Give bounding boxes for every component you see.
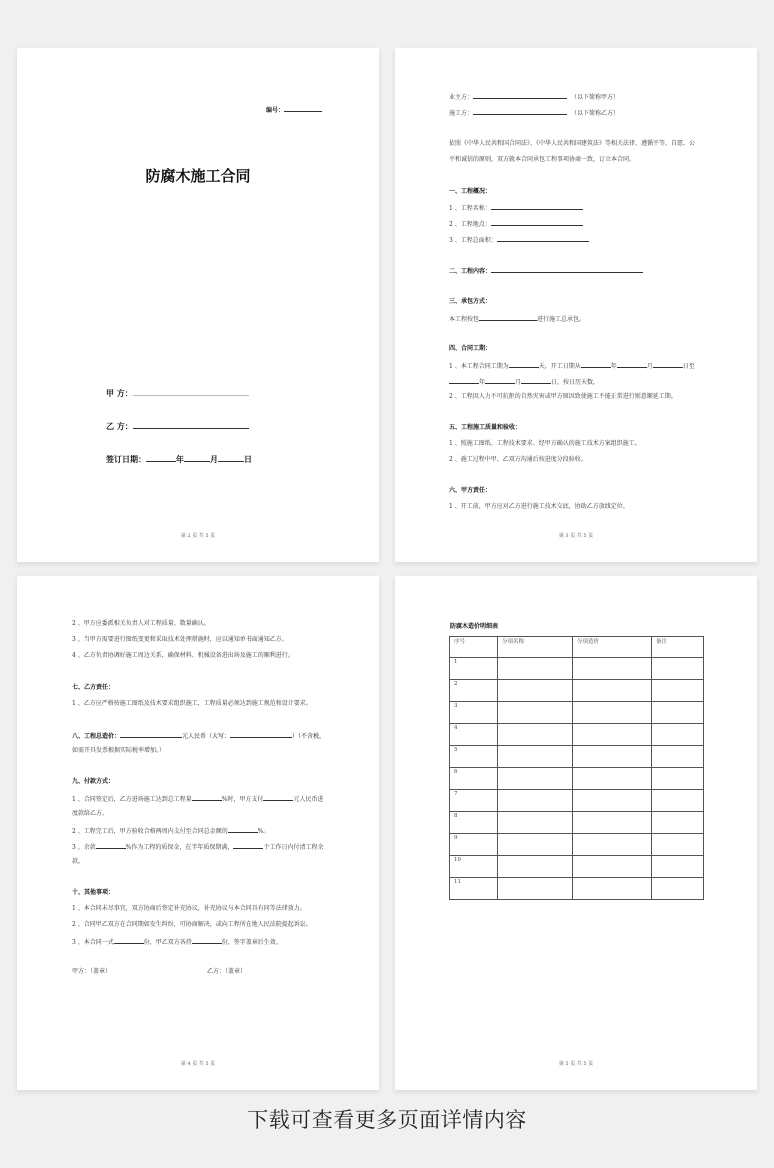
intro-line-2: 平和诚信的原则，双方就本合同承包工程事项协商一致，订立本合同。 [449,156,636,163]
cost-detail-page [395,576,757,1090]
party-a-duty-line-3: 3 、当甲方需要进行图纸变更和采取技术处理措施时，应以通知单书面通知乙方。 [72,636,288,643]
contract-cover-page [17,48,379,562]
party-a-duty-line-2: 2 、甲方应委派相关负责人对工程质量、数量确认。 [72,620,210,627]
section-8-line: 八、工程总造价： 元人民币（大写： ）（不含税， [72,733,326,740]
party-b-line [106,420,249,432]
party-a-seal: 甲方：（盖章） [72,968,112,975]
page-footer: 第 2 页 共 5 页 [180,533,216,539]
quality-line-2: 2 、施工过程中甲、乙双方沟通后按进度分段验收。 [449,456,587,463]
cost-table [449,636,704,900]
column-header: 分项造价 [573,637,652,658]
party-b-label: 乙 方： [106,421,133,431]
payment-line-2: 度款给乙方。 [72,810,109,817]
table-row [450,746,704,768]
row-number: 9 [450,834,498,856]
signing-date-line: 签订日期： 年 月 日 [106,454,252,464]
page-footer: 第 5 页 共 5 页 [558,1061,594,1067]
table-row [450,878,704,900]
row-number: 11 [450,878,498,900]
table-row [450,768,704,790]
page-footer: 第 4 页 共 5 页 [180,1061,216,1067]
section-9-title: 九、付款方式： [72,778,115,785]
section-1-title: 一、工程概况： [449,188,492,195]
table-row [450,680,704,702]
payment-line-4: 3 、余款 %作为工程的质保金，在半年质保期满， 个工作日内付清工程余 [72,844,324,851]
period-line-1: 1 、本工程合同工期为 天，开工日期从 年 月 日至 [449,363,695,370]
column-header: 序号 [450,637,498,658]
table-row [450,812,704,834]
download-banner: 下载可查看更多页面详情内容 [247,1108,527,1132]
section-10-title: 十、其他事项： [72,889,115,896]
table-row [450,856,704,878]
party-a-duty-line-4: 4 、乙方负责协调好施工周边关系，确保材料、机械设备进出场及施工的顺利进行。 [72,652,294,659]
section-4-title: 四、合同工期： [449,345,492,352]
row-number: 6 [450,768,498,790]
serial-number: 编号： [266,105,322,114]
party-a-label: 甲 方： [106,388,133,398]
signing-date-label: 签订日期： [106,454,146,464]
other-line-2: 2 、合同甲乙双方在合同期如发生纠纷，可协商解决，或向工程所在地人民法院提起诉讼。 [72,921,312,928]
owner-line: 业主方： （以下简称甲方） [449,94,620,101]
payment-line-3: 2 、工程完工后，甲方验收合格两周内支付至合同总金额的 %。 [72,828,270,835]
party-a-duty-line-1: 1 、开工前，甲方应对乙方进行施工技术交底，协助乙方放线定位。 [449,503,629,510]
table-row [450,790,704,812]
quality-line-1: 1 、照施工图纸、工程技术要求、经甲方确认的施工技术方案组织施工。 [449,440,641,447]
row-number: 1 [450,658,498,680]
payment-line-1: 1 、合同签定后，乙方进场施工达到总工程量 %时，甲方支付 元人民币进 [72,796,324,803]
contract-title: 防腐木施工合同 [145,167,251,185]
tax-note-line: 如需开具发票根据实际税率增加。） [72,747,166,754]
other-line-3: 3 、本合同一式 份，甲乙双方各持 份，签字盖章后生效。 [72,939,282,946]
section-6-title: 六、甲方责任： [449,487,492,494]
row-number: 7 [450,790,498,812]
other-line-1: 1 、本合同未尽事宜，双方协商后签定补充协议，补充协议与本合同具有同等法律效力。 [72,905,306,912]
row-number: 8 [450,812,498,834]
contract-page-2 [395,48,757,562]
row-number: 4 [450,724,498,746]
section-7-title: 七、乙方责任： [72,684,115,691]
row-number: 3 [450,702,498,724]
section-3-title: 三、承包方式： [449,298,492,305]
intro-line-1: 依照《中华人民共和国合同法》、《中华人民共和国建筑法》等相关法律、遵循平等、自愿、公 [449,140,696,147]
period-line-2: 年 月 日，按日历天数。 [449,377,599,387]
row-number: 5 [450,746,498,768]
table-row [450,658,704,680]
row-number: 2 [450,680,498,702]
project-location-line: 2 、工程地点： [449,219,583,229]
column-header: 备注 [652,637,704,658]
contract-page-3 [17,576,379,1090]
table-row [450,724,704,746]
table-header-row [450,637,704,658]
row-number: 10 [450,856,498,878]
contract-mode-line: 本工程按包 进行施工总承包。 [449,316,586,323]
payment-line-5: 款。 [72,858,85,865]
builder-line: 施工方： （以下简称乙方） [449,110,620,117]
cost-table-title: 防腐木造价明细表 [450,623,499,630]
period-line-3: 2 、工程因人力不可抗拒的自然灾害或甲方原因致使施工不能正常进行则意顺延工期。 [449,393,677,400]
section-5-title: 五、工程施工质量和验收： [449,424,522,431]
table-row [450,702,704,724]
project-area-line: 3 、工程总面积： [449,235,589,245]
page-footer: 第 3 页 共 5 页 [558,533,594,539]
table-row [450,834,704,856]
party-a-line [106,387,249,399]
party-b-seal: 乙方：（盖章） [207,968,247,975]
project-name-line: 1 、工程名称： [449,203,583,213]
column-header: 分项名称 [498,637,573,658]
section-2-title: 二、工程内容： [449,266,643,276]
party-b-duty-line-1: 1 、乙方应严格按施工图纸及技术要求组织施工，工程质量必须达到施工规范和设计要求。 [72,700,312,707]
